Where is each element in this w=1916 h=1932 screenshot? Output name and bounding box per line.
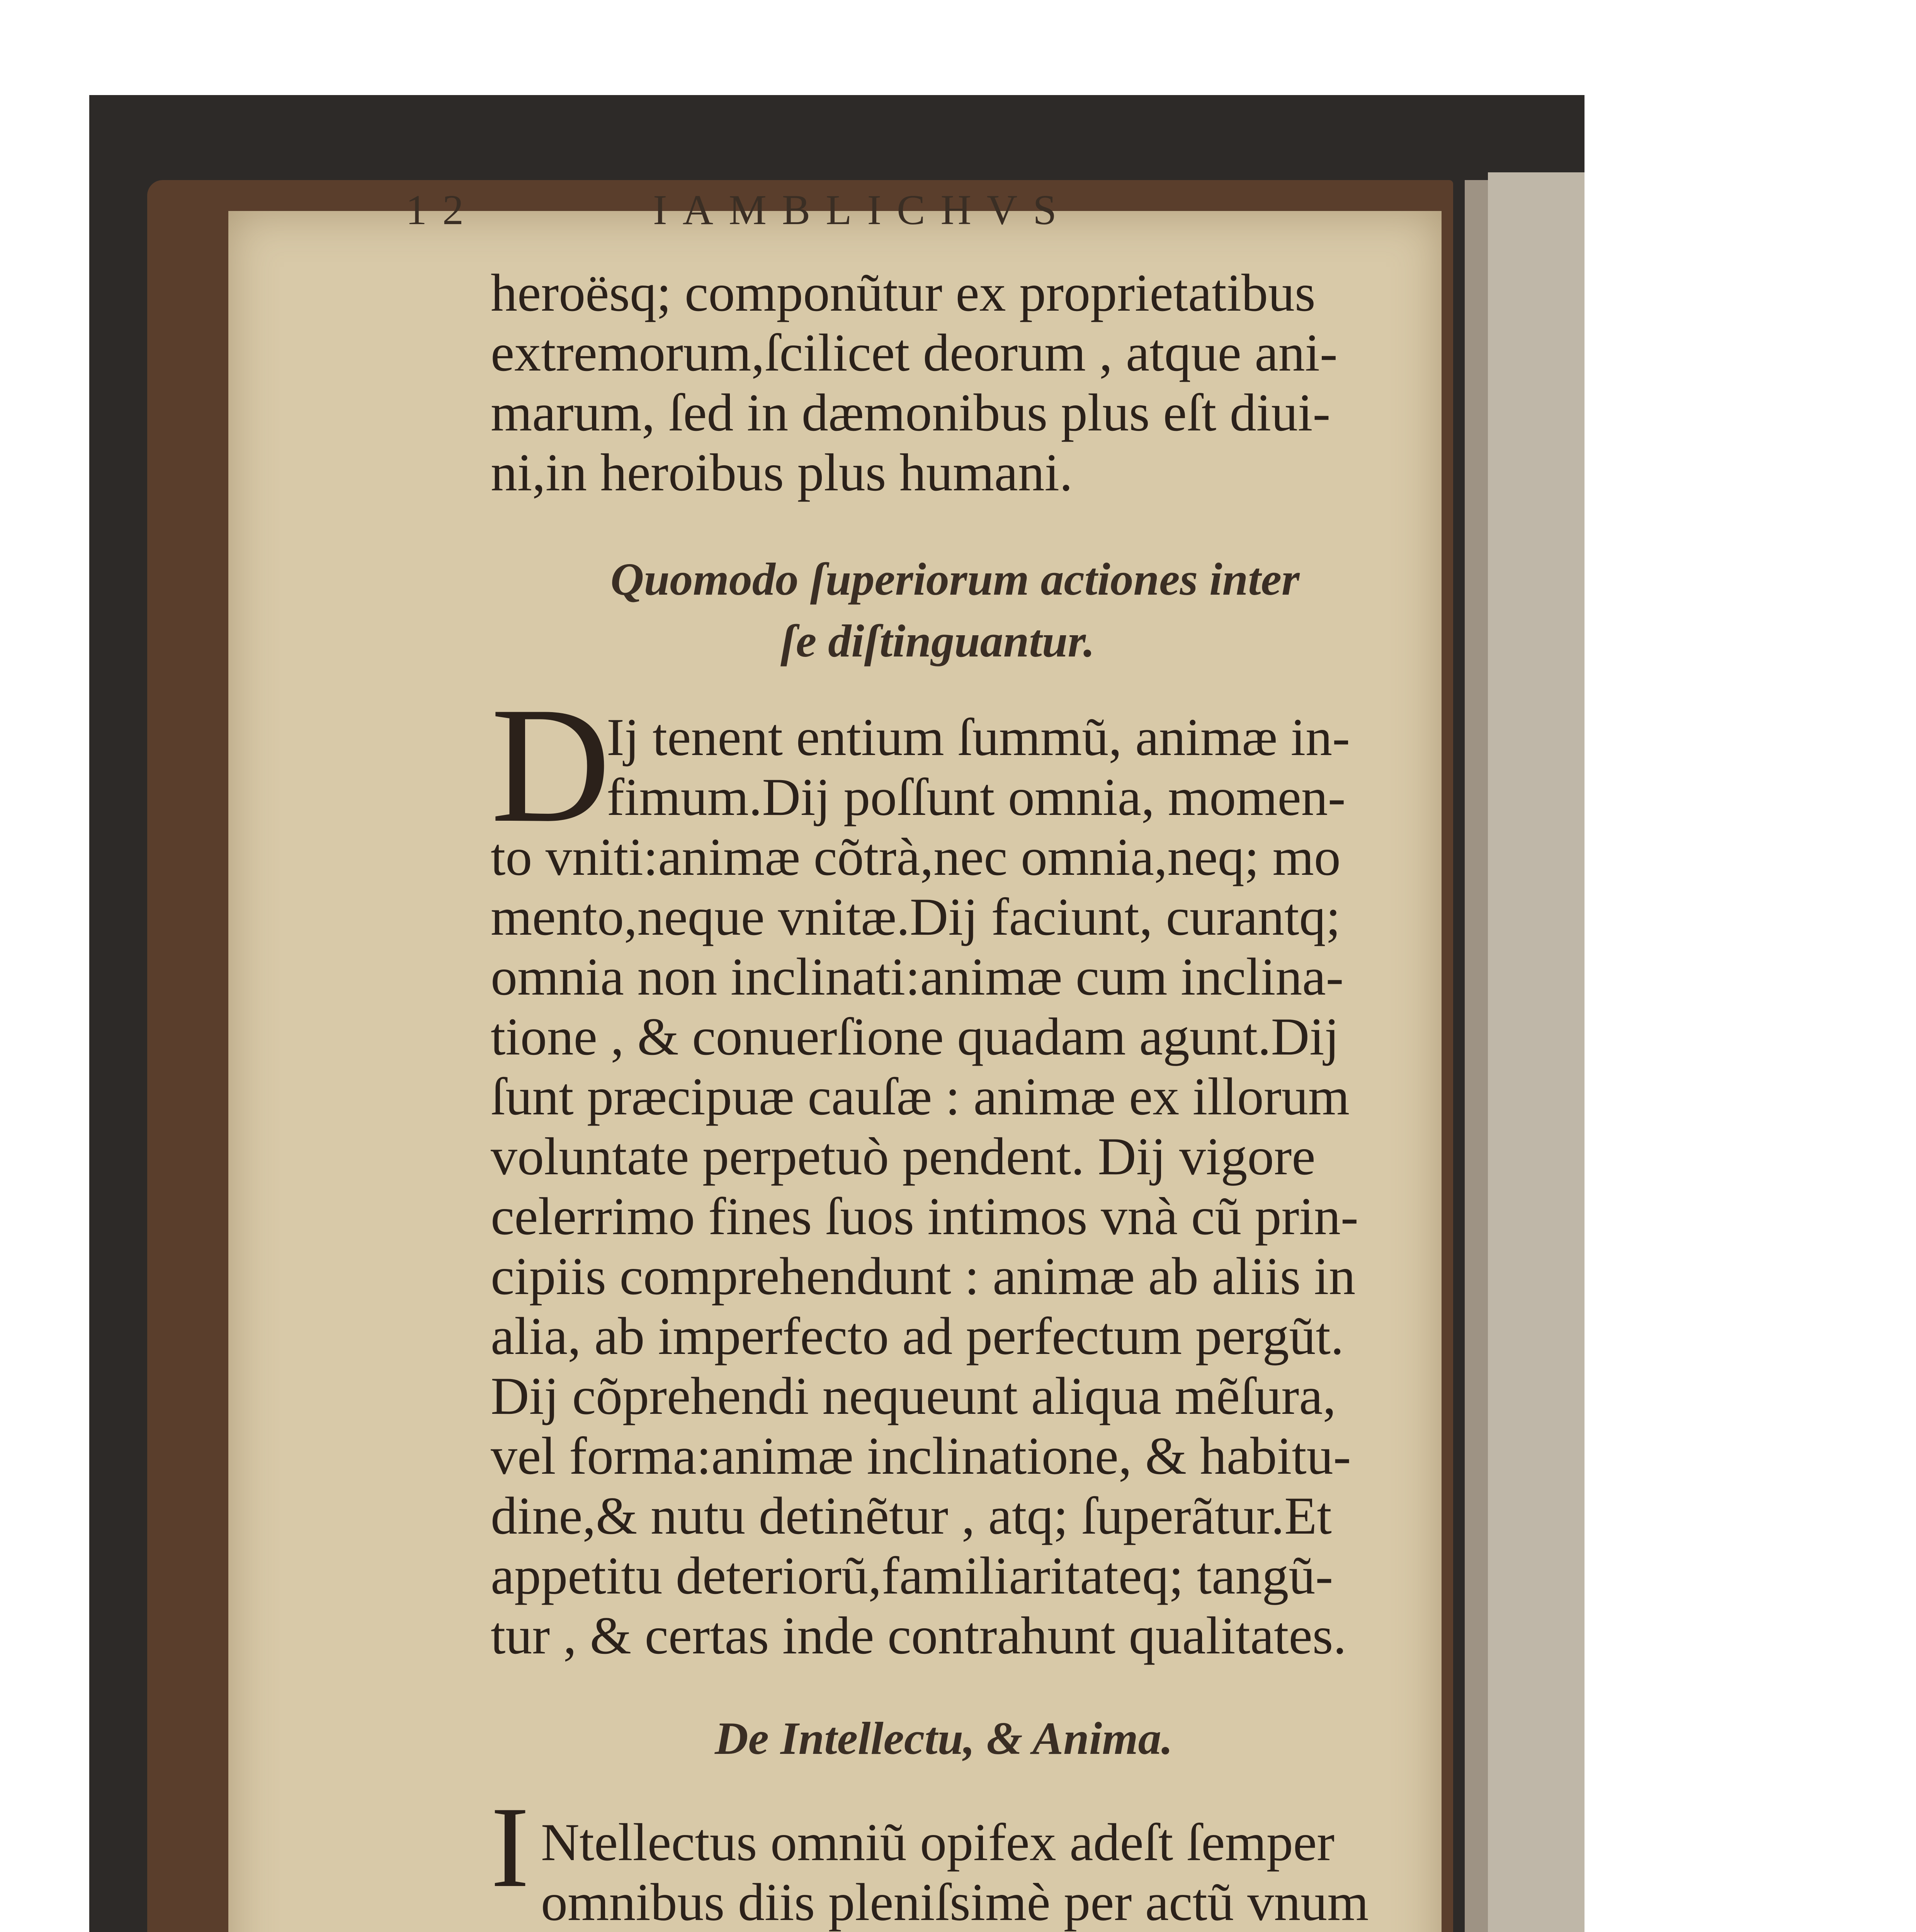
text-line: heroësq; componũtur ex proprietatibus xyxy=(491,263,1316,322)
text-line: mento,neque vnitæ.Dij faciunt, curantq; xyxy=(491,887,1341,946)
text-line: appetitu deteriorũ,familiaritateq; tangũ- xyxy=(491,1546,1333,1605)
text-line: ſunt præcipuæ cauſæ : animæ ex illorum xyxy=(491,1067,1350,1126)
section-heading: Quomodo ſuperiorum actiones inter xyxy=(610,553,1300,605)
text-line: ni,in heroibus plus humani. xyxy=(491,443,1073,502)
text-line: marum, ſed in dæmonibus plus eſt diui- xyxy=(491,383,1331,442)
text-line: Ij tenent entium ſummũ, animæ in- xyxy=(607,707,1350,767)
drop-cap: D xyxy=(491,673,611,857)
section-heading-continued: ſe diſtinguantur. xyxy=(780,615,1095,667)
text-line: celerrimo fines ſuos intimos vnà cũ prin- xyxy=(491,1187,1358,1246)
text-line: Ntellectus omniũ opifex adeſt ſemper xyxy=(541,1813,1335,1872)
text-line: tur , & certas inde contrahunt qualitates. xyxy=(491,1606,1346,1665)
running-head-title: IAMBLICHVS xyxy=(653,186,1072,233)
text-line: extremorum,ſcilicet deorum , atque ani- xyxy=(491,323,1338,382)
text-line: voluntate perpetuò pendent. Dij vigore xyxy=(491,1127,1316,1186)
text-line: fimum.Dij poſſunt omnia, momen- xyxy=(607,767,1346,827)
text-line: omnibus diis pleniſsimè per actũ vnum xyxy=(541,1872,1369,1932)
text-line: omnia non inclinati:animæ cum inclina- xyxy=(491,947,1344,1006)
adjacent-page-edge xyxy=(1488,172,1584,1932)
page-gutter xyxy=(1465,180,1488,1932)
text-line: vel forma:animæ inclinatione, & habitu- xyxy=(491,1426,1351,1485)
text-line: to vniti:animæ cõtrà,nec omnia,neq; mo xyxy=(491,827,1341,886)
section-heading: De Intellectu, & Anima. xyxy=(715,1713,1173,1764)
page-number: 12 xyxy=(406,186,479,233)
drop-cap: I xyxy=(491,1783,529,1911)
text-line: cipiis comprehendunt : animæ ab aliis in xyxy=(491,1247,1356,1306)
text-line: dine,& nutu detinẽtur , atq; ſuperãtur.Et xyxy=(491,1486,1332,1545)
running-head xyxy=(406,185,1457,243)
text-line: alia, ab imperfecto ad perfectum pergũt. xyxy=(491,1306,1344,1366)
text-line: Dij cõprehendi nequeunt aliqua mẽſura, xyxy=(491,1366,1336,1425)
text-line: tione , & conuerſione quadam agunt.Dij xyxy=(491,1007,1339,1066)
